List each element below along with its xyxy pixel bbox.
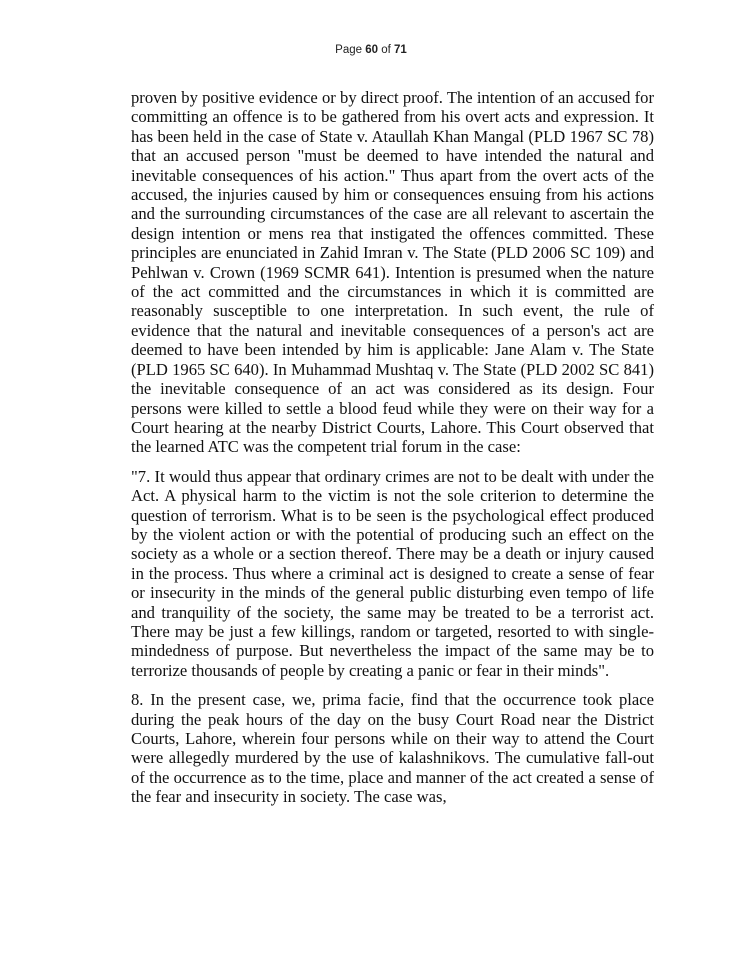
page-number-header [0,44,742,56]
paragraph-quoted-section-7: "7. It would thus appear that ordinary crimes are not to be dealt with under the Act. A physical harm to the victim is not the sole criterion to determine the question of terrorism. What is to be seen is the psychological effect produced by the violent action or with the potential of producing such an effect on the society as a whole or a section thereof. There may be a death or injury caused in the process. Thus where a criminal act is designed to create a sense of fear or insecurity in the minds of the general public disturbing even tempo of life and tranquility of the society, the same may be treated to be a terrorist act. There may be just a few killings, random or targeted, resorted to with single-mindedness of purpose. But nevertheless the impact of the same may be to terrorize thousands of people by creating a panic or fear in their minds". [131,466,654,680]
paragraph-quoted-section-8: 8. In the present case, we, prima facie, find that the occurrence took place during the peak hours of the day on the busy Court Road near the District Courts, Lahore, wherein four persons while on their way to attend the Court were allegedly murdered by the use of kalashnikovs. The cumulative fall-out of the occurrence as to the time, place and manner of the act created a sense of the fear and insecurity in society. The case was, [131,690,654,807]
current-page-number: 60 [365,44,379,56]
page-of-label: of [381,44,391,56]
document-body [131,88,654,807]
page-label: Page [335,44,363,56]
paragraph-intention-precedents: proven by positive evidence or by direct proof. The intention of an accused for committing an offence is to be gathered from his overt acts and expression. It has been held in the case of State v. Ataullah Khan Mangal (PLD 1967 SC 78) that an accused person "must be deemed to have intended the natural and inevitable consequences of his action." Thus apart from the overt acts of the accused, the injuries caused by him or consequences ensuing from his actions and the surrounding circumstances of the case are all relevant to ascertain the design intention or mens rea that instigated the offences committed. These principles are enunciated in Zahid Imran v. The State (PLD 2006 SC 109) and Pehlwan v. Crown (1969 SCMR 641). Intention is presumed when the nature of the act committed and the circumstances in which it is committed are reasonably susceptible to one interpretation. In such event, the rule of evidence that the natural and inevitable consequences of a person's act are deemed to have been intended by him is applicable: Jane Alam v. The State (PLD 1965 SC 640). In Muhammad Mushtaq v. The State (PLD 2002 SC 841) the inevitable consequence of an act was considered as its design. Four persons were killed to settle a blood feud while they were on their way for a Court hearing at the nearby District Courts, Lahore. This Court observed that the learned ATC was the competent trial forum in the case: [131,88,654,457]
total-page-count: 71 [394,44,407,56]
